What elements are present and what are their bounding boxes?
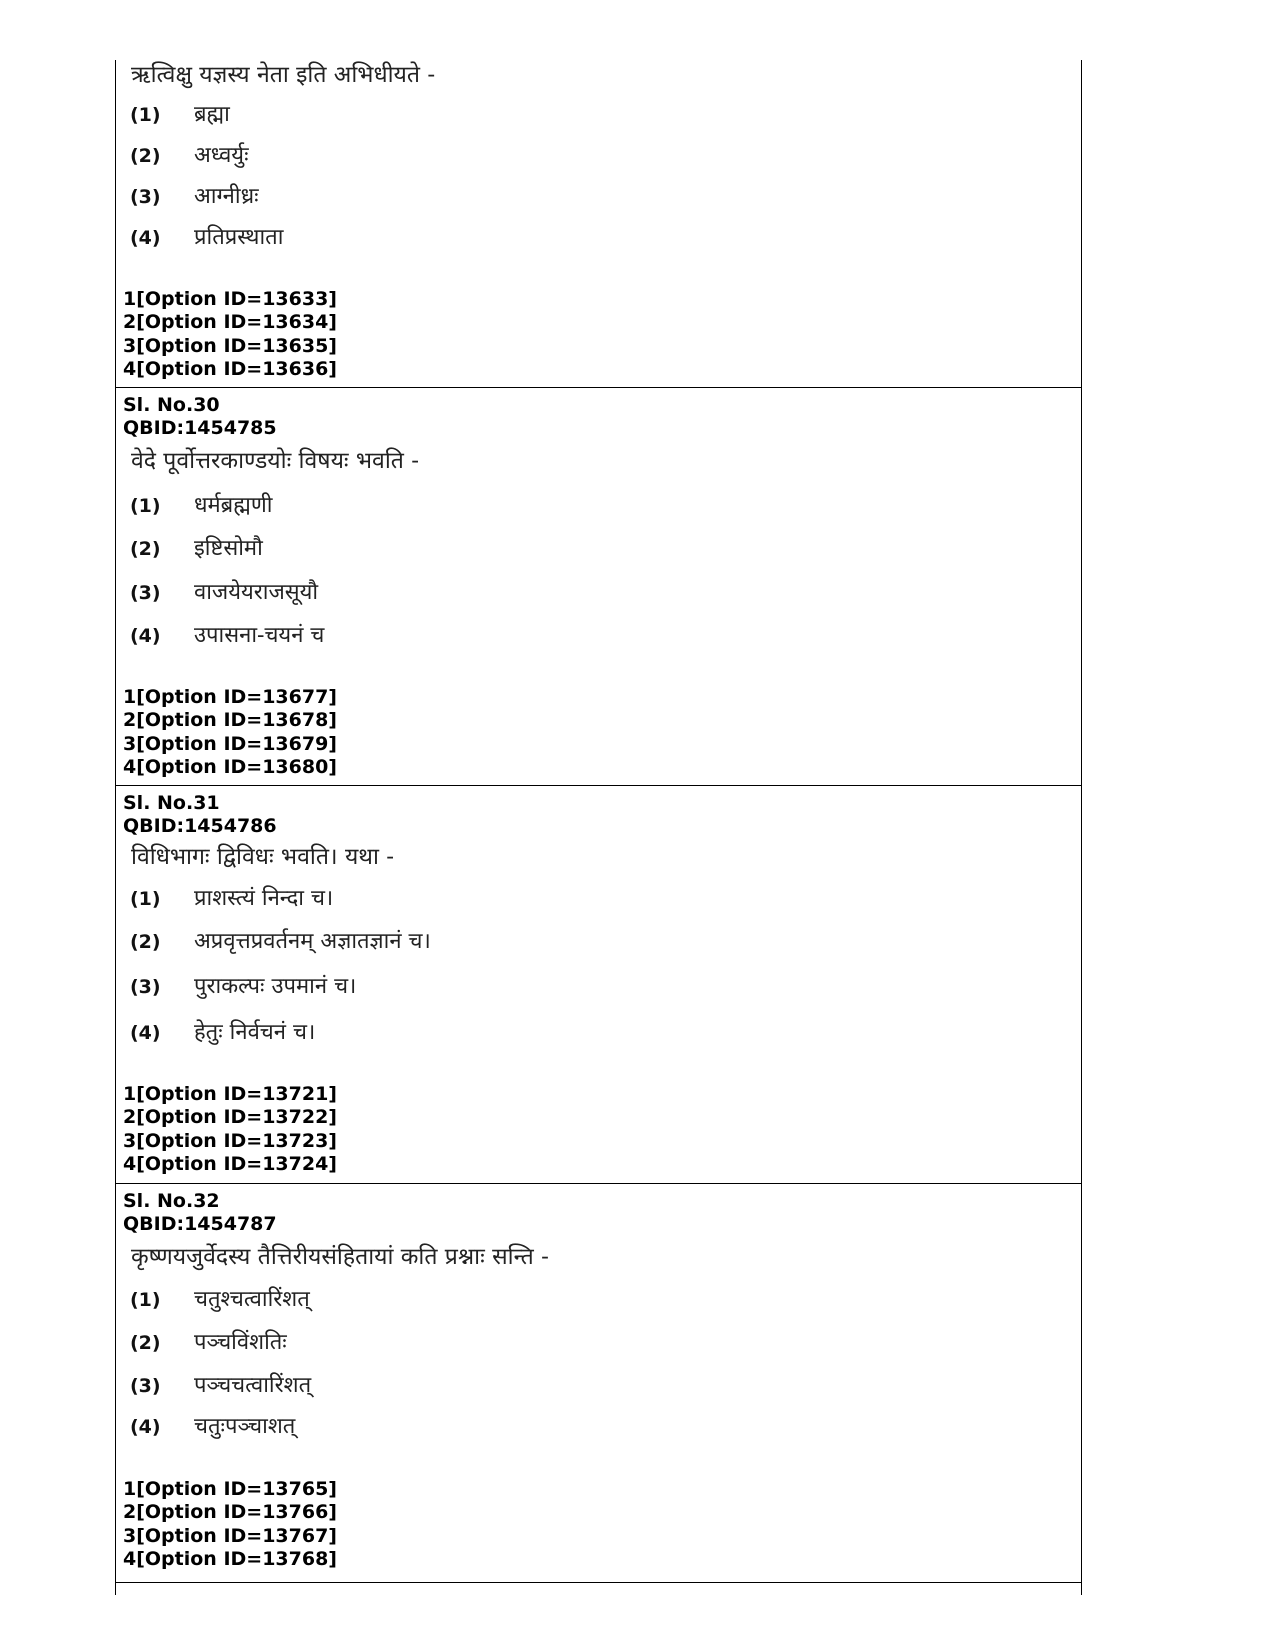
option-text: चतुश्चत्वारिंशत्	[194, 1287, 310, 1312]
option-id: 3[Option ID=13767]	[123, 1524, 337, 1547]
option-number: (4)	[130, 227, 161, 249]
option-text: धर्मब्रह्मणी	[194, 493, 273, 518]
row-divider	[115, 1582, 1082, 1583]
option-number: (1)	[130, 1289, 161, 1311]
option-text: पञ्चचत्वारिंशत्	[194, 1373, 312, 1398]
option-id: 3[Option ID=13635]	[123, 334, 337, 357]
option-id: 4[Option ID=13768]	[123, 1547, 337, 1570]
option-text: अप्रवृत्तप्रवर्तनम् अज्ञातज्ञानं च।	[194, 929, 431, 954]
qbid: QBID:1454786	[123, 815, 277, 837]
option-id: 1[Option ID=13677]	[123, 686, 337, 708]
option-text: प्रतिप्रस्थाता	[194, 225, 284, 250]
option-text: वाजयेयराजसूयौ	[194, 580, 319, 605]
option-id: 2[Option ID=13634]	[123, 311, 337, 334]
option-text: ब्रह्मा	[194, 102, 230, 127]
serial-number: Sl. No.30	[123, 394, 220, 416]
option-id: 2[Option ID=13766]	[123, 1501, 337, 1524]
serial-number: Sl. No.31	[123, 792, 220, 814]
serial-number: Sl. No.32	[123, 1190, 220, 1212]
option-number: (4)	[130, 625, 161, 647]
option-text: आग्नीध्रः	[194, 184, 259, 209]
option-number: (3)	[130, 1375, 161, 1397]
option-id-list	[123, 686, 337, 779]
option-id: 2[Option ID=13678]	[123, 709, 337, 732]
option-text: इष्टिसोमौ	[194, 536, 263, 561]
option-text: पुराकल्पः उपमानं च।	[194, 974, 357, 999]
qbid: QBID:1454785	[123, 417, 277, 439]
question-text: कृष्णयजुर्वेदस्य तैत्तिरीयसंहितायां कति प्रश्नाः सन्ति -	[131, 1244, 549, 1270]
option-text: प्राशस्त्यं निन्दा च।	[194, 886, 334, 911]
option-number: (2)	[130, 145, 161, 167]
option-id: 3[Option ID=13679]	[123, 732, 337, 755]
option-id-list	[123, 288, 337, 381]
option-text: चतुःपञ्चाशत्	[194, 1414, 296, 1439]
option-id: 4[Option ID=13724]	[123, 1152, 337, 1175]
option-number: (1)	[130, 104, 161, 126]
qbid: QBID:1454787	[123, 1213, 277, 1235]
option-id: 4[Option ID=13636]	[123, 357, 337, 380]
question-text: ऋत्विक्षु यज्ञस्य नेता इति अभिधीयते -	[131, 62, 436, 88]
row-divider	[115, 785, 1082, 786]
option-id: 1[Option ID=13633]	[123, 288, 337, 310]
option-number: (2)	[130, 1332, 161, 1354]
option-number: (3)	[130, 186, 161, 208]
option-number: (4)	[130, 1416, 161, 1438]
row-divider	[115, 387, 1082, 388]
option-id-list	[123, 1478, 337, 1571]
option-id: 1[Option ID=13765]	[123, 1478, 337, 1500]
option-number: (3)	[130, 582, 161, 604]
option-number: (1)	[130, 888, 161, 910]
option-id: 1[Option ID=13721]	[123, 1083, 337, 1105]
option-id: 3[Option ID=13723]	[123, 1129, 337, 1152]
option-text: हेतुः निर्वचनं च।	[194, 1020, 316, 1045]
option-text: उपासना-चयनं च	[194, 623, 325, 648]
option-number: (3)	[130, 976, 161, 998]
option-number: (2)	[130, 931, 161, 953]
option-id-list	[123, 1083, 337, 1176]
option-text: पञ्चविंशतिः	[194, 1330, 287, 1355]
option-number: (2)	[130, 538, 161, 560]
option-number: (1)	[130, 495, 161, 517]
question-text: वेदे पूर्वोत्तरकाण्डयोः विषयः भवति -	[131, 448, 419, 474]
option-id: 4[Option ID=13680]	[123, 755, 337, 778]
option-number: (4)	[130, 1022, 161, 1044]
option-id: 2[Option ID=13722]	[123, 1106, 337, 1129]
option-text: अध्वर्युः	[194, 143, 249, 168]
question-text: विधिभागः द्विविधः भवति। यथा -	[131, 844, 395, 870]
row-divider	[115, 1183, 1082, 1184]
